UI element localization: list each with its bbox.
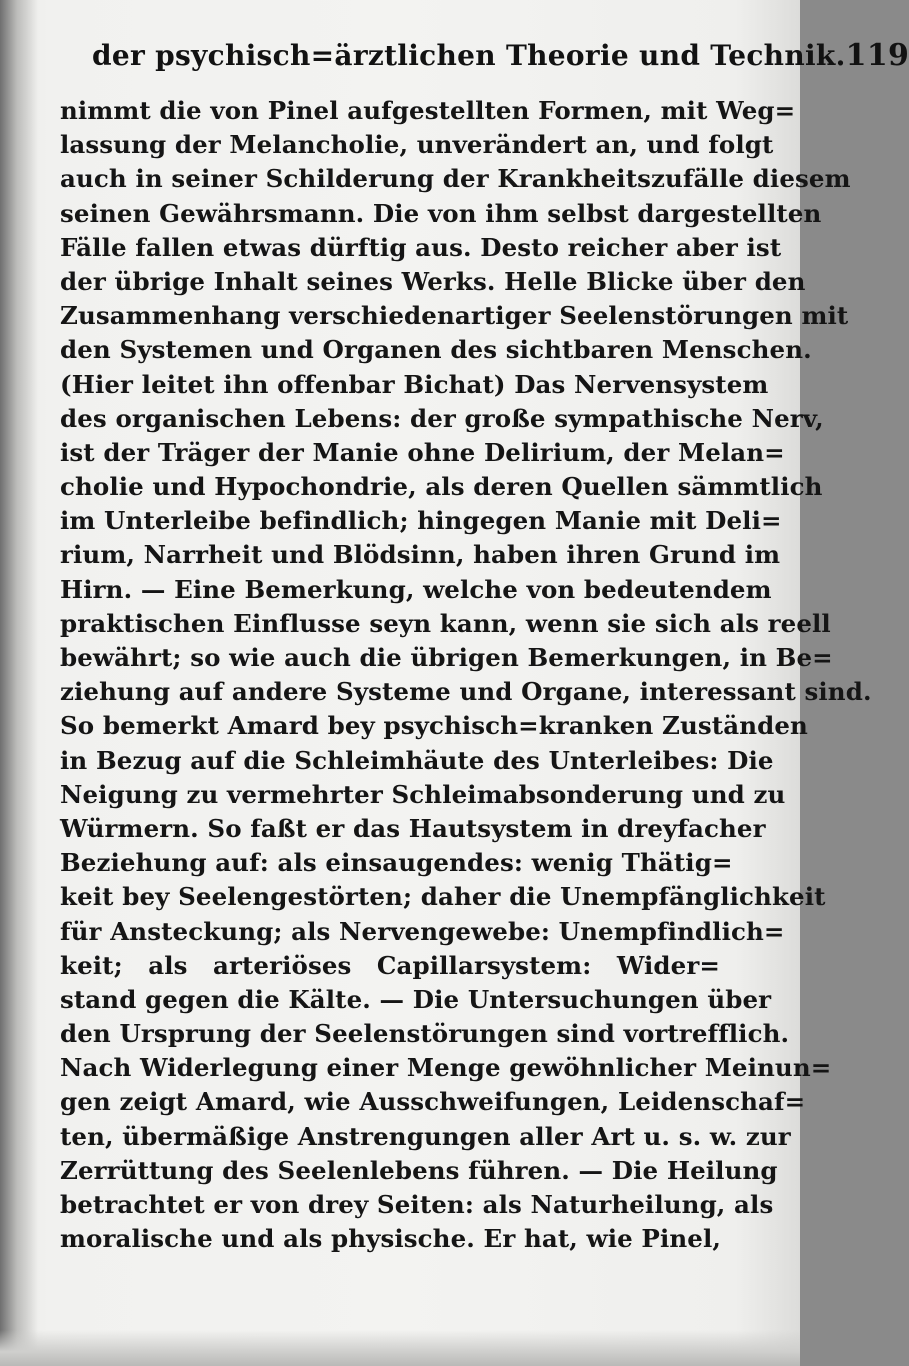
text-line: auch in seiner Schilderung der Krankheitszufälle diesem (60, 164, 851, 194)
text-line: Nach Widerlegung einer Menge gewöhnlicher Meinun= (60, 1053, 832, 1083)
text-line: den Ursprung der Seelenstörungen sind vortrefflich. (60, 1019, 790, 1049)
text-line: ten, übermäßige Anstrengungen aller Art u. s. w. zur (60, 1121, 791, 1151)
text-line: Hirn. — Eine Bemerkung, welche von bedeutendem (60, 574, 772, 604)
text-line: So bemerkt Amard bey psychisch=kranken Zuständen (60, 711, 808, 741)
text-line: der übrige Inhalt seines Werks. Helle Blicke über den (60, 266, 806, 296)
text-line: des organischen Lebens: der große sympathische Nerv, (60, 403, 824, 433)
text-line: stand gegen die Kälte. — Die Untersuchungen über (60, 984, 772, 1014)
text-line: Zusammenhang verschiedenartiger Seelenstörungen mit (60, 301, 849, 331)
text-line: gen zeigt Amard, wie Ausschweifungen, Leidenschaf= (60, 1087, 806, 1117)
text-line: betrachtet er von drey Seiten: als Naturheilung, als (60, 1190, 774, 1219)
running-title: der psychisch=ärztlichen Theorie und Technik. (92, 39, 846, 72)
text-line: Beziehung auf: als einsaugendes: wenig Thätig= (60, 848, 733, 878)
text-line: für Ansteckung; als Nervengewebe: Unempfindlich= (60, 916, 785, 946)
page-bottom-edge (0, 1330, 800, 1366)
text-line: nimmt die von Pinel aufgestellten Formen, mit Weg= (60, 96, 796, 125)
text-line: im Unterleibe befindlich; hingegen Manie mit Deli= (60, 506, 782, 536)
text-line: Fälle fallen etwas dürftig aus. Desto reicher aber ist (60, 232, 782, 262)
body-text (60, 94, 872, 1256)
running-header (92, 38, 909, 82)
text-line: bewährt; so wie auch die übrigen Bemerkungen, in Be= (60, 643, 833, 672)
text-line: seinen Gewährsmann. Die von ihm selbst dargestellten (60, 198, 822, 228)
text-line: praktischen Einflusse seyn kann, wenn sie sich als reell (60, 608, 831, 638)
text-line: moralische und als physische. Er hat, wie Pinel, (60, 1224, 721, 1254)
text-line: Neigung zu vermehrter Schleimabsonderung und zu (60, 779, 786, 809)
text-line: lassung der Melancholie, unverändert an, und folgt (60, 130, 774, 160)
text-line: den Systemen und Organen des sichtbaren Menschen. (60, 335, 812, 365)
text-line: keit; als arteriöses Capillarsystem: Wider= (60, 950, 720, 980)
text-line: keit bey Seelengestörten; daher die Unempfänglichkeit (60, 882, 826, 912)
text-line: in Bezug auf die Schleimhäute des Unterleibes: Die (60, 745, 774, 775)
text-line: ist der Träger der Manie ohne Delirium, der Melan= (60, 437, 785, 467)
text-line: rium, Narrheit und Blödsinn, haben ihren Grund im (60, 540, 781, 570)
page-number: 119 (845, 38, 909, 73)
binding-shadow (0, 0, 38, 1366)
text-line: ziehung auf andere Systeme und Organe, interessant sind. (60, 677, 872, 707)
text-line: Würmern. So faßt er das Hautsystem in dreyfacher (60, 813, 766, 843)
text-line: Zerrüttung des Seelenlebens führen. — Die Heilung (60, 1155, 778, 1185)
text-line: cholie und Hypochondrie, als deren Quellen sämmtlich (60, 472, 823, 502)
text-line: (Hier leitet ihn offenbar Bichat) Das Nervensystem (60, 369, 769, 399)
